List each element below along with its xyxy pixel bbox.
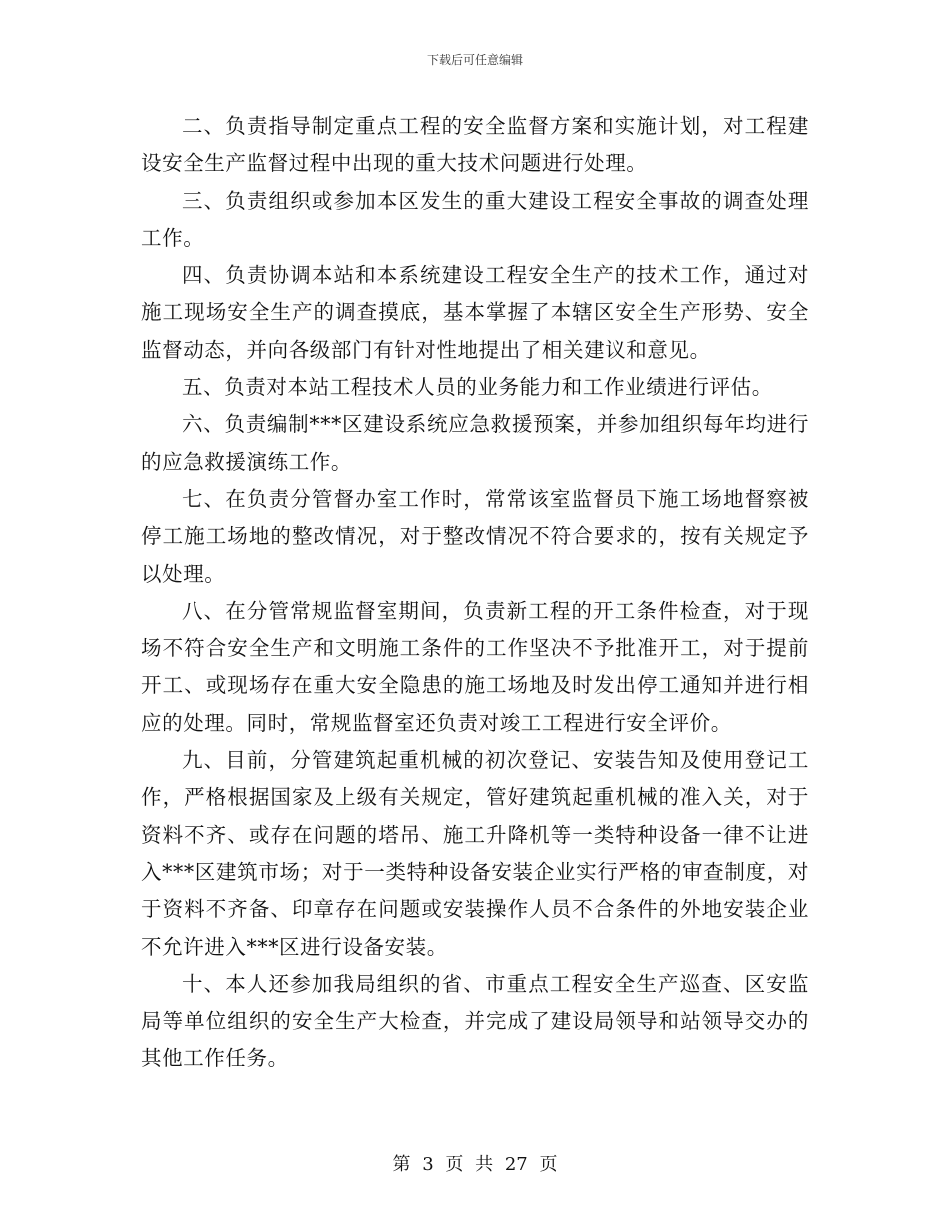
paragraph-item-2: 二、负责指导制定重点工程的安全监督方案和实施计划，对工程建设安全生产监督过程中出现的重大技术问题进行处理。 (141, 114, 809, 176)
paragraph-item-9: 九、目前，分管建筑起重机械的初次登记、安装告知及使用登记工作，严格根据国家及上级有关规定，管好建筑起重机械的准入关，对于资料不齐、或存在问题的塔吊、施工升降机等一类特种设备一律不让进入***区建筑市场；对于一类特种设备安装企业实行严格的审查制度，对于资料不齐备、印章存在问题或安装操作人员不合条件的外地安装企业不允许进入***区进行设备安装。 (141, 748, 809, 959)
paragraph-item-3: 三、负责组织或参加本区发生的重大建设工程安全事故的调查处理工作。 (141, 188, 809, 250)
document-body (141, 108, 809, 1078)
paragraph-item-8: 八、在分管常规监督室期间，负责新工程的开工条件检查，对于现场不符合安全生产和文明施工条件的工作坚决不予批准开工，对于提前开工、或现场存在重大安全隐患的施工场地及时发出停工通知并进行相应的处理。同时，常规监督室还负责对竣工工程进行安全评价。 (141, 598, 809, 735)
page-header-note: 下载后可任意编辑 (426, 53, 523, 67)
paragraph-item-7: 七、在负责分管督办室工作时，常常该室监督员下施工场地督察被停工施工场地的整改情况，对于整改情况不符合要求的，按有关规定予以处理。 (141, 486, 809, 586)
paragraph-item-10: 十、本人还参加我局组织的省、市重点工程安全生产巡查、区安监局等单位组织的安全生产大检查，并完成了建设局领导和站领导交办的其他工作任务。 (141, 971, 809, 1071)
page-number: 第 3 页 共 27 页 (392, 1154, 558, 1175)
paragraph-item-4: 四、负责协调本站和本系统建设工程安全生产的技术工作，通过对施工现场安全生产的调查摸底，基本掌握了本辖区安全生产形势、安全监督动态，并向各级部门有针对性地提出了相关建议和意见。 (141, 263, 809, 362)
paragraph-item-5: 五、负责对本站工程技术人员的业务能力和工作业绩进行评估。 (182, 375, 773, 400)
paragraph-item-6: 六、负责编制***区建设系统应急救援预案，并参加组织每年均进行的应急救援演练工作。 (141, 412, 809, 474)
